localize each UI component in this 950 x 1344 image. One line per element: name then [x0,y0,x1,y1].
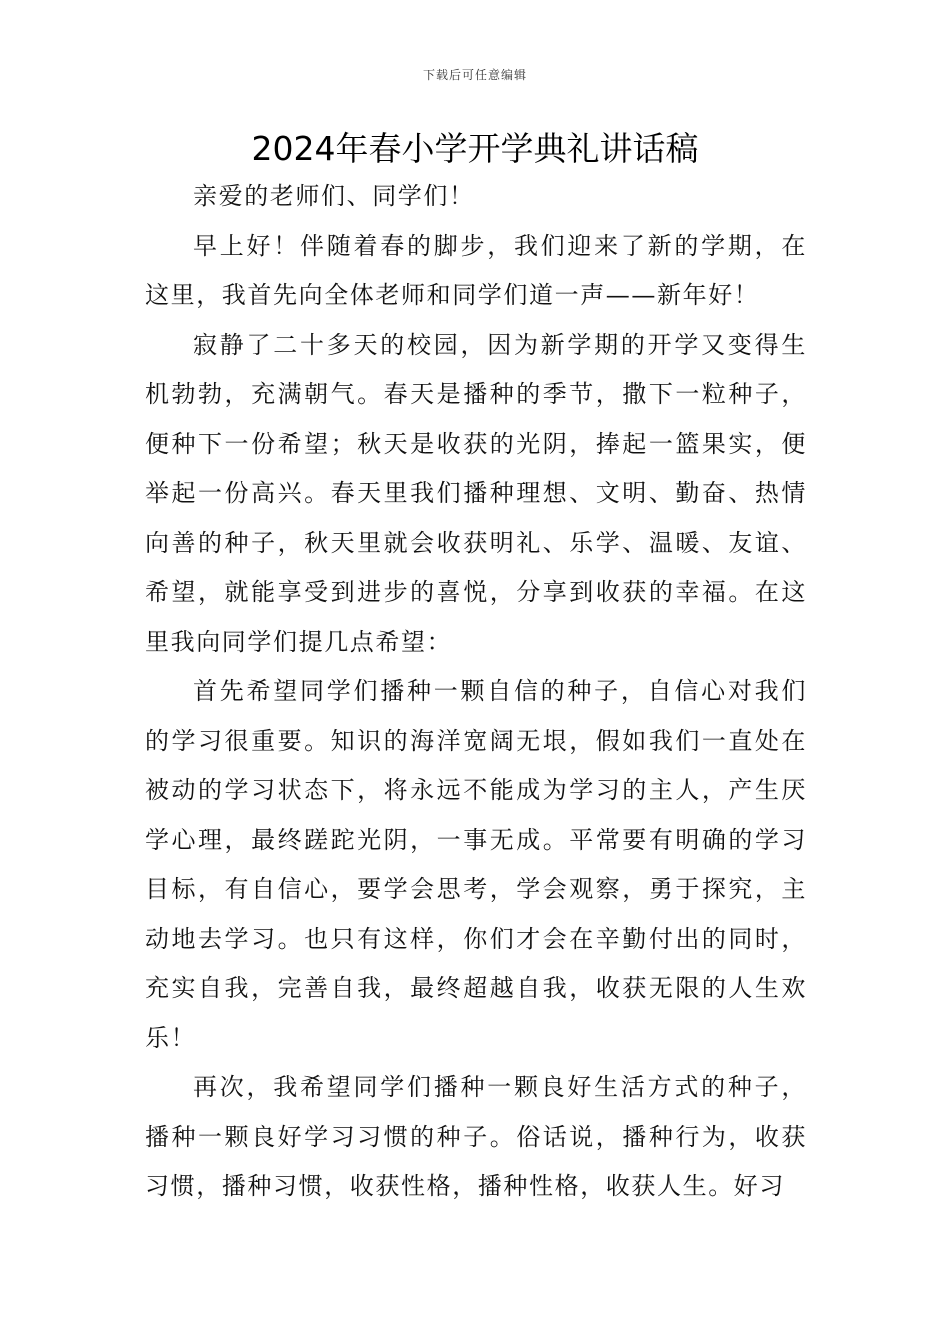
document-body [145,172,807,1212]
paragraph-confidence: 首先希望同学们播种一颗自信的种子，自信心对我们的学习很重要。知识的海洋宽阔无垠，假如我们一直处在被动的学习状态下，将永远不能成为学习的主人，产生厌学心理，最终蹉跎光阴，一事无成。平常要有明确的学习目标，有自信心，要学会思考，学会观察，勇于探究，主动地去学习。也只有这样，你们才会在辛勤付出的同时，充实自我，完善自我，最终超越自我，收获无限的人生欢乐！ [145,677,807,1052]
paragraph-habits: 再次，我希望同学们播种一颗良好生活方式的种子，播种一颗良好学习习惯的种子。俗话说，播种行为，收获习惯，播种习惯，收获性格，播种性格，收获人生。好习 [145,1073,807,1200]
paragraph-opening: 早上好！伴随着春的脚步，我们迎来了新的学期，在这里，我首先向全体老师和同学们道一声——新年好！ [145,231,807,309]
header-note: 下载后可任意编辑 [422,68,527,82]
document-title: 2024年春小学开学典礼讲话稿 [251,129,699,168]
paragraph-spring: 寂静了二十多天的校园，因为新学期的开学又变得生机勃勃，充满朝气。春天是播种的季节，撒下一粒种子，便种下一份希望；秋天是收获的光阴，捧起一篮果实，便举起一份高兴。春天里我们播种理想、文明、勤奋、热情向善的种子，秋天里就会收获明礼、乐学、温暖、友谊、希望，就能享受到进步的喜悦，分享到收获的幸福。在这里我向同学们提几点希望： [145,330,807,656]
paragraph-greeting: 亲爱的老师们、同学们！ [193,182,475,210]
